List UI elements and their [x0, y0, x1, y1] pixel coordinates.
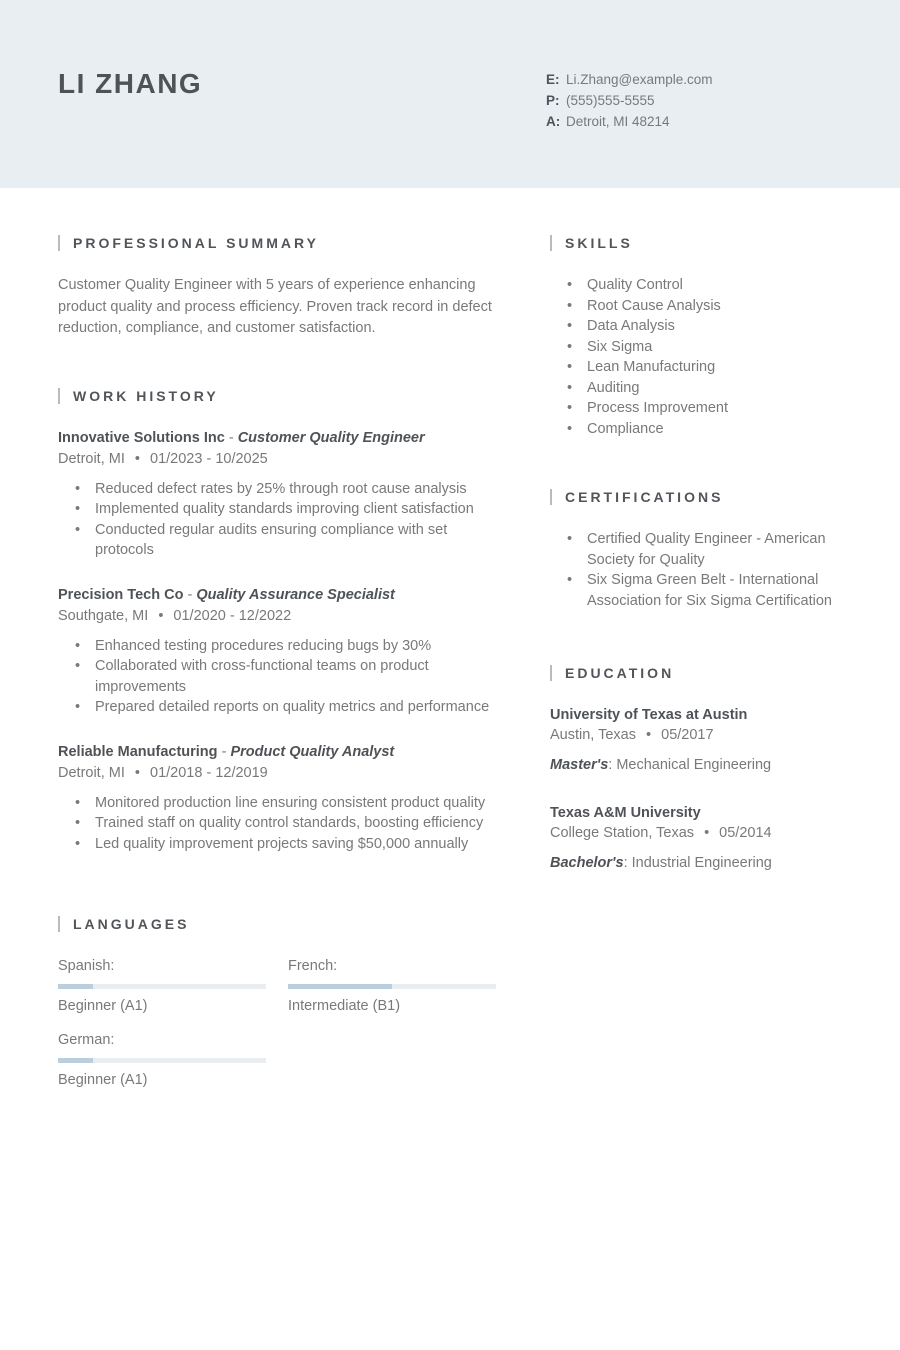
title-separator: -	[221, 743, 227, 760]
heading-accent-bar	[550, 489, 552, 505]
language-name: French:	[288, 958, 338, 974]
languages-grid	[58, 956, 499, 1104]
language-name: Spanish:	[58, 958, 115, 974]
section-education	[550, 665, 846, 873]
language-level: Beginner (A1)	[58, 1072, 148, 1088]
job-location: Southgate, MI	[58, 607, 149, 624]
company-name: Precision Tech Co	[58, 586, 184, 603]
degree-field: : Industrial Engineering	[623, 855, 772, 871]
school-name: University of Texas at Austin	[550, 707, 748, 723]
degree-label: Master's	[550, 757, 609, 773]
job-bullet-list	[58, 793, 499, 855]
job-title-line	[58, 585, 499, 606]
email-label: E:	[546, 72, 560, 87]
skill-item: • Root Cause Analysis	[550, 296, 846, 317]
contact-email-row	[546, 69, 713, 90]
job-location: Detroit, MI	[58, 450, 125, 467]
language-item-spanish	[58, 956, 266, 1017]
summary-title-text: PROFESSIONAL SUMMARY	[73, 235, 319, 251]
skill-item: • Data Analysis	[550, 316, 846, 337]
job-bullet: • Conducted regular audits ensuring compliance with set protocols	[58, 520, 499, 561]
summary-heading	[58, 235, 499, 251]
certifications-heading	[550, 489, 846, 505]
contact-block	[546, 69, 713, 132]
languages-title-text: LANGUAGES	[73, 916, 190, 932]
education-heading	[550, 665, 846, 681]
school-location: College Station, Texas	[550, 825, 695, 841]
language-name: German:	[58, 1032, 115, 1048]
contact-phone-row	[546, 90, 713, 111]
skill-item: • Quality Control	[550, 275, 846, 296]
job-bullet-list	[58, 479, 499, 561]
language-progress-track	[288, 984, 496, 989]
school-meta-line	[550, 823, 846, 843]
job-meta-line	[58, 606, 499, 627]
job-dates: 01/2020 - 12/2022	[173, 607, 292, 624]
candidate-name: LI ZHANG	[58, 68, 203, 99]
degree-label: Bachelor's	[550, 855, 624, 871]
heading-accent-bar	[58, 235, 60, 251]
meta-dot: •	[134, 450, 140, 467]
language-progress-track	[58, 984, 266, 989]
job-title-line	[58, 742, 499, 763]
work-history-heading	[58, 388, 499, 404]
meta-dot: •	[134, 764, 140, 781]
language-progress-fill	[58, 1058, 93, 1063]
job-location: Detroit, MI	[58, 764, 125, 781]
section-certifications	[550, 489, 846, 611]
job-role: Quality Assurance Specialist	[196, 586, 395, 603]
school-meta-line	[550, 725, 846, 745]
job-bullet: • Collaborated with cross-functional teams on product improvements	[58, 656, 499, 697]
skill-item: • Process Improvement	[550, 398, 846, 419]
language-progress-track	[58, 1058, 266, 1063]
job-role: Product Quality Analyst	[230, 743, 395, 760]
education-title-text: EDUCATION	[565, 665, 675, 681]
language-level: Beginner (A1)	[58, 998, 148, 1014]
section-work-history	[58, 388, 499, 855]
meta-dot: •	[158, 607, 164, 624]
skill-item: • Auditing	[550, 378, 846, 399]
address-label: A:	[546, 114, 561, 129]
job-bullet: • Trained staff on quality control standards, boosting efficiency	[58, 813, 499, 834]
certifications-title-text: CERTIFICATIONS	[565, 489, 724, 505]
resume-body	[0, 188, 900, 1104]
heading-accent-bar	[58, 916, 60, 932]
job-meta-line	[58, 449, 499, 470]
graduation-date: 05/2017	[661, 727, 714, 743]
language-item-german	[58, 1030, 266, 1091]
title-separator: -	[187, 586, 193, 603]
title-separator: -	[228, 429, 234, 446]
language-level: Intermediate (B1)	[288, 998, 401, 1014]
skill-item: • Lean Manufacturing	[550, 357, 846, 378]
graduation-date: 05/2014	[719, 825, 772, 841]
job-entry-1	[58, 428, 499, 561]
job-dates: 01/2023 - 10/2025	[150, 450, 268, 467]
summary-text: Customer Quality Engineer with 5 years of experience enhancing product quality and process efficiency. Proven track record in defect reduction, compliance, and customer satisfaction.	[58, 277, 492, 336]
language-progress-fill	[58, 984, 93, 989]
job-title-line	[58, 428, 499, 449]
job-bullet: • Implemented quality standards improving client satisfaction	[58, 499, 499, 520]
certifications-list	[550, 529, 846, 611]
job-role: Customer Quality Engineer	[237, 429, 425, 446]
section-professional-summary	[58, 235, 499, 340]
job-bullet: • Led quality improvement projects saving $50,000 annually	[58, 834, 499, 855]
job-bullet: • Reduced defect rates by 25% through root cause analysis	[58, 479, 499, 500]
work-history-title-text: WORK HISTORY	[73, 387, 219, 404]
skill-item: • Compliance	[550, 419, 846, 440]
language-item-french	[288, 956, 496, 1017]
company-name: Innovative Solutions Inc	[58, 429, 225, 446]
skills-heading	[550, 235, 846, 251]
job-entry-2	[58, 585, 499, 718]
heading-accent-bar	[58, 388, 60, 404]
left-column	[58, 188, 499, 1104]
school-entry-1	[550, 705, 846, 775]
job-bullet: • Prepared detailed reports on quality metrics and performance	[58, 697, 499, 718]
languages-heading	[58, 916, 499, 932]
section-languages	[58, 916, 499, 1104]
heading-accent-bar	[550, 665, 552, 681]
language-progress-fill	[288, 984, 392, 989]
resume-header	[0, 0, 900, 188]
job-bullet: • Enhanced testing procedures reducing bugs by 30%	[58, 636, 499, 657]
meta-dot: •	[704, 825, 710, 841]
degree-field: : Mechanical Engineering	[608, 757, 772, 773]
school-location: Austin, Texas	[550, 727, 636, 743]
degree-line	[550, 755, 846, 775]
meta-dot: •	[646, 727, 652, 743]
phone-label: P:	[546, 93, 560, 108]
right-column	[550, 188, 846, 1104]
contact-address-row	[546, 111, 713, 132]
job-bullet-list	[58, 636, 499, 718]
job-meta-line	[58, 763, 499, 784]
email-value: Li.Zhang@example.com	[566, 72, 713, 87]
degree-line	[550, 853, 846, 873]
skill-item: • Six Sigma	[550, 337, 846, 358]
skills-title-text: SKILLS	[565, 235, 633, 251]
heading-accent-bar	[550, 235, 552, 251]
skills-list	[550, 275, 846, 439]
job-bullet: • Monitored production line ensuring consistent product quality	[58, 793, 499, 814]
job-entry-3	[58, 742, 499, 855]
school-entry-2	[550, 803, 846, 873]
address-value: Detroit, MI 48214	[566, 114, 670, 129]
certification-item: • Six Sigma Green Belt - International Association for Six Sigma Certification	[550, 570, 846, 611]
school-name: Texas A&M University	[550, 805, 701, 821]
company-name: Reliable Manufacturing	[58, 743, 218, 760]
phone-value: (555)555-5555	[566, 93, 655, 108]
certification-item: • Certified Quality Engineer - American Society for Quality	[550, 529, 846, 570]
job-dates: 01/2018 - 12/2019	[150, 764, 268, 781]
section-skills	[550, 235, 846, 439]
